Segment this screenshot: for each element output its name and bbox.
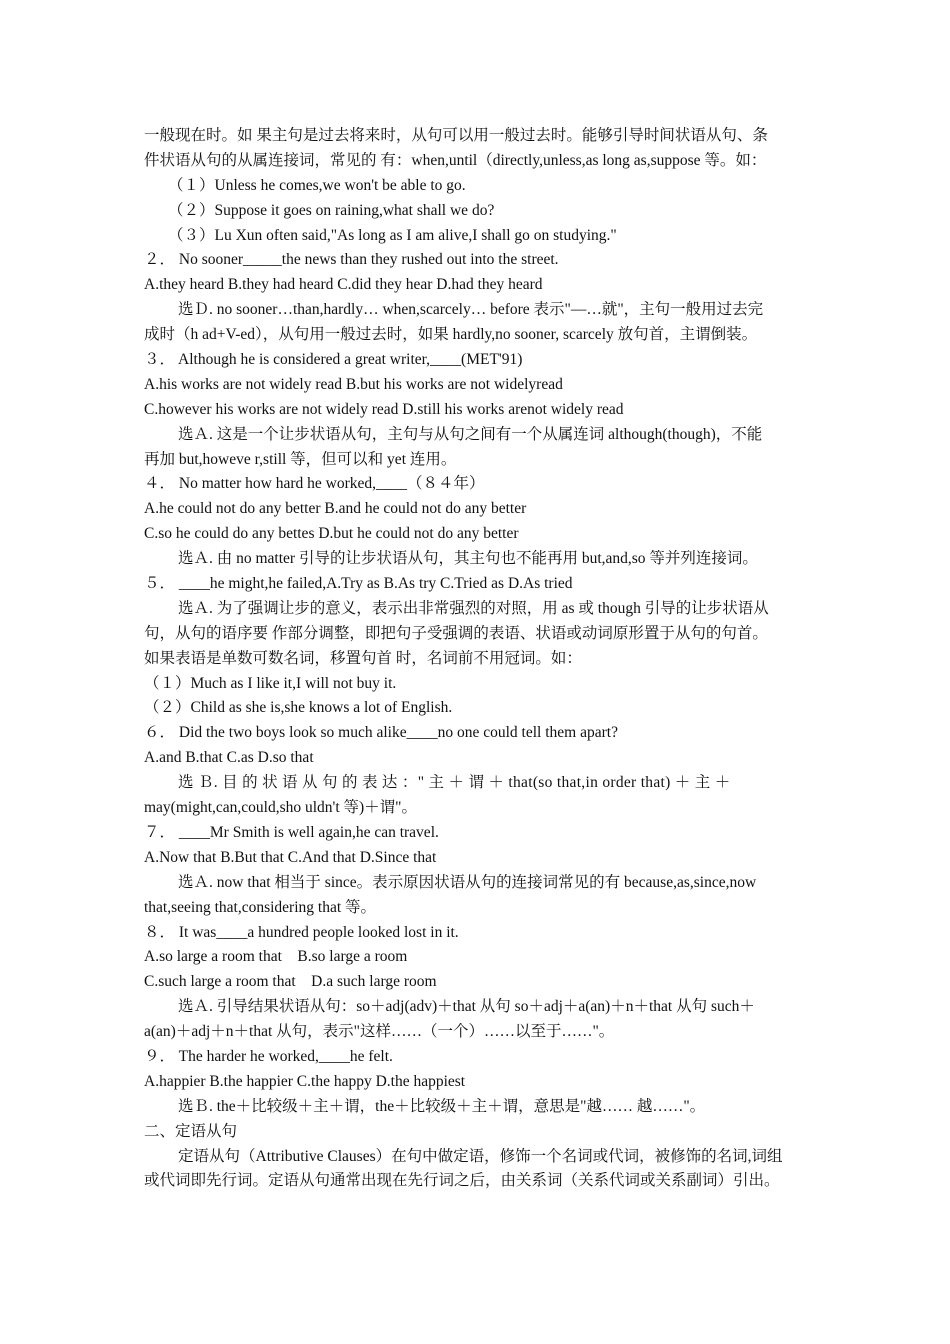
answer-line: 选Ｄ. no sooner…than,hardly… when,scarcely… before 表示"—…就"，主句一般用过去完 xyxy=(178,301,764,319)
paragraph-line: 定语从句（Attributive Clauses）在句中做定语，修饰一个名词或代词，被修饰的名词,词组 xyxy=(178,1147,783,1165)
options-line: C.however his works are not widely read D.still his works arenot widely read xyxy=(144,400,624,418)
answer-line: 再加 but,howeve r,still 等，但可以和 yet 连用。 xyxy=(144,450,457,468)
question-line: ９． The harder he worked,____he felt. xyxy=(144,1047,393,1065)
question-line: ２． No sooner_____the news than they rushed out into the street. xyxy=(144,251,559,269)
options-line: A.happier B.the happier C.the happy D.the happiest xyxy=(144,1072,466,1090)
options-line: C.so he could do any bettes D.but he could not do any better xyxy=(144,525,519,543)
answer-line: that,seeing that,considering that 等。 xyxy=(144,898,377,916)
example-line: （２）Suppose it goes on raining,what shall we do? xyxy=(168,201,495,219)
answer-line: 选Ａ. 引导结果状语从句：so＋adj(adv)＋that 从句 so＋adj＋a(an)＋n＋that 从句 such＋ xyxy=(178,998,755,1016)
answer-line: 选Ｂ. the＋比较级＋主＋谓，the＋比较级＋主＋谓，意思是"越…… 越……"。 xyxy=(178,1097,706,1115)
answer-line: 成时（h ad+V-ed），从句用一般过去时，如果 hardly,no sooner, scarcely 放句首，主谓倒装。 xyxy=(144,326,758,344)
section-heading: 二、定语从句 xyxy=(144,1122,238,1140)
answer-line: 选Ａ. 为了强调让步的意义，表示出非常强烈的对照，用 as 或 though 引导的让步状语从 xyxy=(178,599,769,617)
question-line: ７． ____Mr Smith is well again,he can travel. xyxy=(144,823,439,841)
options-line: A.they heard B.they had heard C.did they hear D.had they heard xyxy=(144,276,543,294)
answer-line: a(an)＋adj＋n＋that 从句，表示"这样……（一个）……以至于……"。 xyxy=(144,1023,615,1041)
answer-line: may(might,can,could,sho uldn't 等)＋谓"。 xyxy=(144,799,418,817)
options-line: C.such large a room that D.a such large room xyxy=(144,973,437,991)
question-line: ６． Did the two boys look so much alike____no one could tell them apart? xyxy=(144,724,618,742)
example-line: （１）Unless he comes,we won't be able to go. xyxy=(168,176,466,194)
example-line: （２）Child as she is,she knows a lot of English. xyxy=(144,699,453,717)
question-line: ３． Although he is considered a great writer,____(MET'91) xyxy=(144,351,523,369)
example-line: （１）Much as I like it,I will not buy it. xyxy=(144,674,397,692)
text-line: 一般现在时。如 果主句是过去将来时，从句可以用一般过去时。能够引导时间状语从句、条 xyxy=(144,127,768,144)
answer-line: 句，从句的语序要 作部分调整，即把句子受强调的表语、状语或动词原形置于从句的句首。 xyxy=(144,624,768,642)
options-line: A.and B.that C.as D.so that xyxy=(144,749,314,767)
question-line: ８． It was____a hundred people looked lost in it. xyxy=(144,923,459,941)
question-line: ４． No matter how hard he worked,____（８４年） xyxy=(144,475,485,493)
options-line: A.he could not do any better B.and he could not do any better xyxy=(144,500,527,518)
options-line: A.his works are not widely read B.but his works are not widelyread xyxy=(144,375,563,393)
answer-line: 选 Ｂ. 目 的 状 语 从 句 的 表 达 ：" 主 ＋ 谓 ＋ that(so that,in order that) ＋ 主 ＋ xyxy=(178,774,731,792)
answer-line: 选Ａ. 这是一个让步状语从句，主句与从句之间有一个从属连词 although(though)，不能 xyxy=(178,425,763,443)
text-line: 件状语从句的从属连接词，常见的 有：when,until（directly,unless,as long as,suppose 等。如： xyxy=(144,151,767,169)
options-line: A.Now that B.But that C.And that D.Since that xyxy=(144,848,437,866)
answer-line: 如果表语是单数可数名词，移置句首 时，名词前不用冠词。如： xyxy=(144,649,582,667)
document-page xyxy=(144,124,808,1194)
question-line: ５． ____he might,he failed,A.Try as B.As try C.Tried as D.As tried xyxy=(144,575,573,593)
example-line: （３）Lu Xun often said,"As long as I am alive,I shall go on studying." xyxy=(168,226,617,244)
options-line: A.so large a room that B.so large a room xyxy=(144,948,408,966)
answer-line: 选Ａ. now that 相当于 since。表示原因状语从句的连接词常见的有 because,as,since,now xyxy=(178,873,757,891)
answer-line: 选Ａ. 由 no matter 引导的让步状语从句，其主句也不能再用 but,and,so 等并列连接词。 xyxy=(178,550,758,568)
paragraph-line: 或代词即先行词。定语从句通常出现在先行词之后，由关系词（关系代词或关系副词）引出。 xyxy=(144,1172,780,1190)
